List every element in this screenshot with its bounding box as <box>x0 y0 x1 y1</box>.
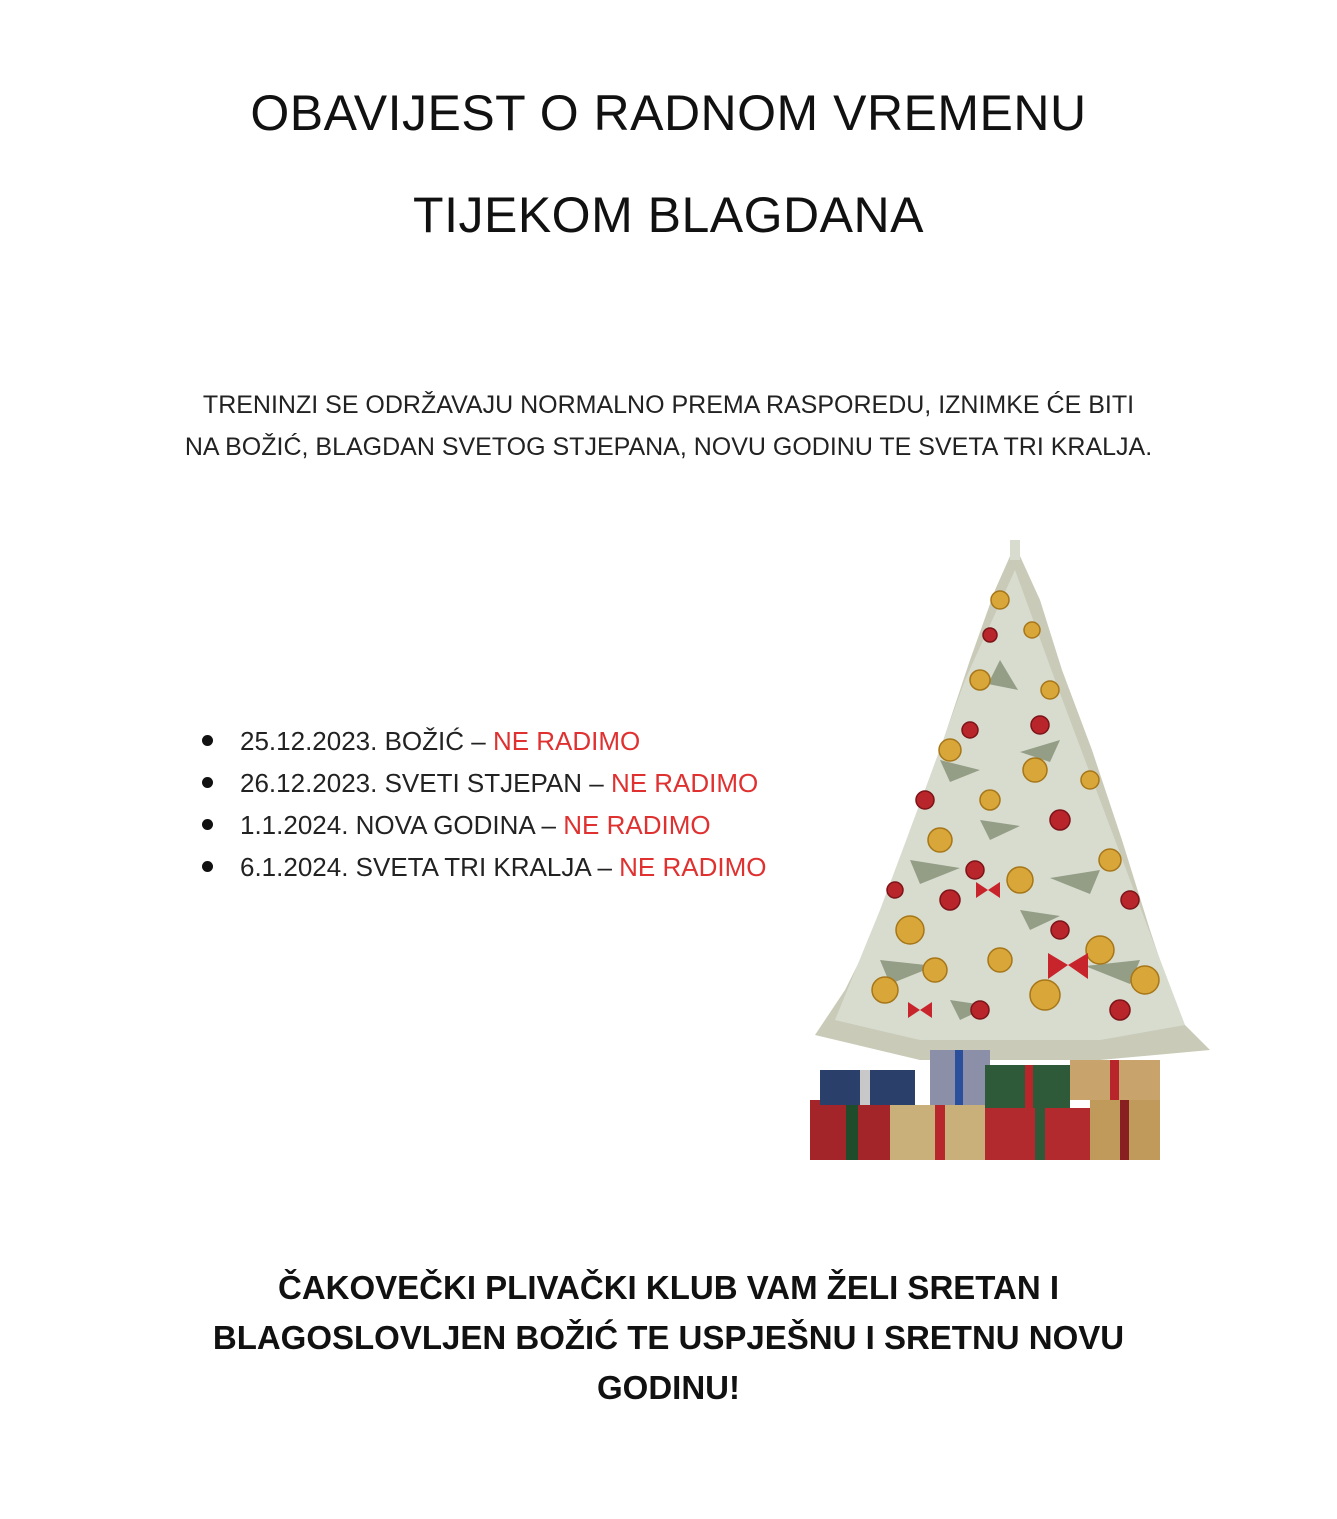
closure-status: NE RADIMO <box>492 726 641 756</box>
list-item <box>200 720 766 762</box>
greeting-message <box>0 1263 1337 1413</box>
bullet-icon <box>202 777 213 788</box>
closure-date-text: 25.12.2023. BOŽIĆ – <box>240 726 493 756</box>
christmas-tree-icon <box>800 540 1220 1170</box>
bullet-icon <box>202 735 213 746</box>
closure-status: NE RADIMO <box>563 810 711 840</box>
notice-paragraph <box>0 384 1337 468</box>
notice-line-2: NA BOŽIĆ, BLAGDAN SVETOG STJEPANA, NOVU GODINU TE SVETA TRI KRALJA. <box>184 433 1153 461</box>
greeting-line-3: GODINU! <box>597 1369 740 1406</box>
list-item <box>200 846 766 888</box>
greeting-line-2: BLAGOSLOVLJEN BOŽIĆ TE USPJEŠNU I SRETNU NOVU <box>212 1319 1125 1356</box>
title-line-2: TIJEKOM BLAGDANA <box>413 187 924 243</box>
greeting-line-1: ČAKOVEČKI PLIVAČKI KLUB VAM ŽELI SRETAN I <box>277 1269 1059 1306</box>
title-line-1: OBAVIJEST O RADNOM VREMENU <box>250 85 1087 141</box>
list-item <box>200 762 766 804</box>
closure-date-text: 26.12.2023. SVETI STJEPAN – <box>240 768 611 798</box>
closure-status: NE RADIMO <box>619 852 767 882</box>
closure-list <box>200 720 766 888</box>
bullet-icon <box>202 861 213 872</box>
closure-status: NE RADIMO <box>610 768 759 798</box>
list-item <box>200 804 766 846</box>
closure-date-text: 6.1.2024. SVETA TRI KRALJA – <box>240 852 620 882</box>
closure-date-text: 1.1.2024. NOVA GODINA – <box>240 810 564 840</box>
notice-line-1: TRENINZI SE ODRŽAVAJU NORMALNO PREMA RASPOREDU, IZNIMKE ĆE BITI <box>202 391 1135 419</box>
bullet-icon <box>202 819 213 830</box>
